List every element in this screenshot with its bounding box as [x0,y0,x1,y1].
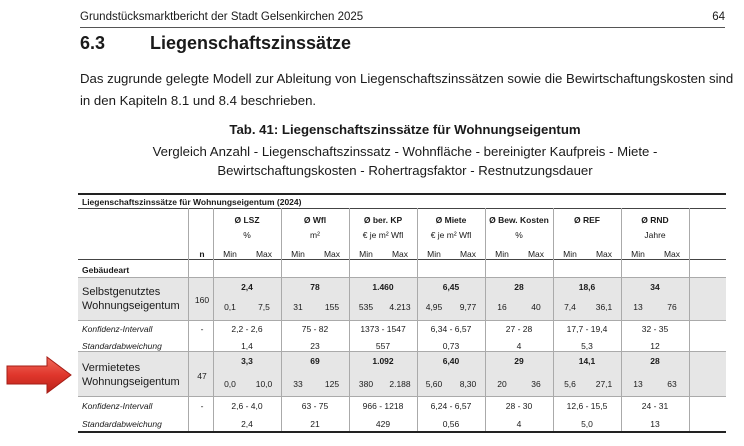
column-unit: % [243,230,251,240]
group-name-line: Wohnungseigentum [82,300,180,312]
group-name-line: Selbstgenutztes [82,286,161,298]
ki-value: 63 - 75 [301,401,329,411]
sd-value: 21 [310,419,320,429]
min-value: 0,0 [224,379,236,389]
max-value: 9,77 [459,302,477,312]
avg-value: 1.460 [372,282,394,292]
ki-label: Konfidenz-Intervall [82,401,153,411]
min-value: 13 [633,379,643,389]
table-rule [78,259,726,260]
column-unit: € je m² Wfl [362,230,404,240]
table-subtitle-line: Vergleich Anzahl - Liegenschaftszinssatz - Wohnfläche - bereinigter Kaufpreis - Miete - [152,144,658,159]
avg-value: 2,4 [241,282,253,292]
table-subtitle [80,142,730,180]
column-separator [621,208,622,431]
group-name-line: Vermietetes [82,362,141,374]
max-value: 7,5 [258,302,270,312]
data-table [78,193,726,433]
intro-line: Das zugrunde gelegte Modell zur Ableitung von Liegenschaftszinssätzen sowie die Bewirtschaftungskosten sind [80,71,734,86]
ki-value: 6,34 - 6,57 [430,324,472,334]
avg-value: 18,6 [578,282,596,292]
avg-value: 34 [650,282,660,292]
table-subtitle-line: Bewirtschaftungskosten - Rohertragsfaktor - Restnutzungsdauer [217,163,593,178]
min-value: 4,95 [425,302,443,312]
sd-value: 12 [650,341,660,351]
max-label: Max [595,249,613,259]
column-separator [188,208,189,431]
min-value: 0,1 [224,302,236,312]
page-number: 64 [712,11,725,23]
min-label: Min [563,249,577,259]
column-header: Ø RND [641,215,669,225]
sd-value: 429 [375,419,391,429]
table-rule [78,396,726,397]
ki-label: Konfidenz-Intervall [82,324,153,334]
group-column-label: Gebäudeart [82,265,130,275]
ki-value: 966 - 1218 [362,401,404,411]
table-title: Tab. 41: Liegenschaftszinssätze für Wohnungseigentum [229,122,581,137]
ki-value: 2,2 - 2,6 [231,324,263,334]
min-value: 535 [358,302,374,312]
min-value: 13 [633,302,643,312]
ki-value: 2,6 - 4,0 [231,401,263,411]
column-separator [485,208,486,431]
column-unit: m² [310,230,320,240]
max-label: Max [323,249,341,259]
table-rule [78,193,726,195]
column-separator [349,208,350,431]
column-separator [553,208,554,431]
min-value: 16 [497,302,507,312]
min-value: 5,6 [564,379,576,389]
sd-value: 1,4 [241,341,253,351]
ki-n: - [200,401,204,411]
table-rule [78,208,726,209]
sd-value: 2,4 [241,419,253,429]
ki-value: 24 - 31 [641,401,669,411]
table-rule [78,431,726,433]
column-unit: € je m² Wfl [430,230,472,240]
max-value: 63 [667,379,677,389]
max-value: 125 [324,379,340,389]
column-header: Ø REF [574,215,600,225]
avg-value: 6,45 [442,282,460,292]
min-label: Min [359,249,373,259]
column-separator [417,208,418,431]
page-header [80,8,725,28]
group-name-line: Wohnungseigentum [82,376,180,388]
column-separator [689,208,690,431]
avg-value: 1.092 [372,356,394,366]
max-value: 10,0 [255,379,273,389]
table-rule [78,351,726,352]
min-value: 31 [293,302,303,312]
sd-value: 5,0 [581,419,593,429]
sd-label: Standardabweichung [82,419,162,429]
column-separator [213,208,214,431]
max-value: 36 [531,379,541,389]
min-label: Min [427,249,441,259]
document-title: Grundstücksmarktbericht der Stadt Gelsenkirchen 2025 [80,11,364,23]
avg-value: 3,3 [241,356,253,366]
sd-value: 4 [516,419,522,429]
column-header: Ø Miete [435,215,467,225]
min-label: Min [223,249,237,259]
avg-value: 78 [310,282,320,292]
column-unit: % [515,230,523,240]
ki-value: 28 - 30 [505,401,533,411]
column-header: Ø Wfl [303,215,327,225]
table-banner: Liegenschaftszinssätze für Wohnungseigentum (2024) [82,197,302,207]
sd-label: Standardabweichung [82,341,162,351]
ki-value: 1373 - 1547 [360,324,406,334]
max-value: 4.213 [389,302,411,312]
sd-value: 0,56 [442,419,460,429]
ki-value: 32 - 35 [641,324,669,334]
ki-value: 75 - 82 [301,324,329,334]
ki-value: 12,6 - 15,5 [566,401,608,411]
max-value: 36,1 [595,302,613,312]
avg-value: 6,40 [442,356,460,366]
max-label: Max [255,249,273,259]
avg-value: 29 [514,356,524,366]
red-arrow-icon [5,355,73,395]
max-label: Max [459,249,477,259]
sd-value: 23 [310,341,320,351]
min-value: 5,60 [425,379,443,389]
max-value: 27,1 [595,379,613,389]
max-value: 155 [324,302,340,312]
section-number: 6.3 [80,33,106,53]
sd-value: 13 [650,419,660,429]
n-label: n [199,249,205,259]
min-value: 33 [293,379,303,389]
min-value: 7,4 [564,302,576,312]
column-separator [281,208,282,431]
table-rule [78,277,726,278]
min-value: 20 [497,379,507,389]
column-header: Ø LSZ [234,215,260,225]
ki-value: 6,24 - 6,57 [430,401,472,411]
table-rule [78,320,726,321]
sd-value: 5,3 [581,341,593,351]
min-label: Min [631,249,645,259]
min-label: Min [291,249,305,259]
max-value: 40 [531,302,541,312]
ki-n: - [200,324,204,334]
max-label: Max [527,249,545,259]
group-n: 47 [197,371,207,381]
min-label: Min [495,249,509,259]
max-value: 8,30 [459,379,477,389]
min-value: 380 [358,379,374,389]
avg-value: 28 [514,282,524,292]
max-label: Max [391,249,409,259]
avg-value: 14,1 [578,356,596,366]
section-title: Liegenschaftszinssätze [150,33,352,53]
avg-value: 69 [310,356,320,366]
max-value: 76 [667,302,677,312]
intro-paragraph [80,68,740,112]
sd-value: 557 [375,341,391,351]
max-label: Max [663,249,681,259]
intro-line: in den Kapiteln 8.1 und 8.4 beschrieben. [80,93,317,108]
group-n: 160 [194,295,210,305]
column-unit: Jahre [644,230,666,240]
sd-value: 4 [516,341,522,351]
avg-value: 28 [650,356,660,366]
ki-value: 27 - 28 [505,324,533,334]
column-header: Ø ber. KP [363,215,403,225]
max-value: 2.188 [389,379,411,389]
sd-value: 0,73 [442,341,460,351]
column-header: Ø Bew. Kosten [489,215,549,225]
ki-value: 17,7 - 19,4 [566,324,608,334]
